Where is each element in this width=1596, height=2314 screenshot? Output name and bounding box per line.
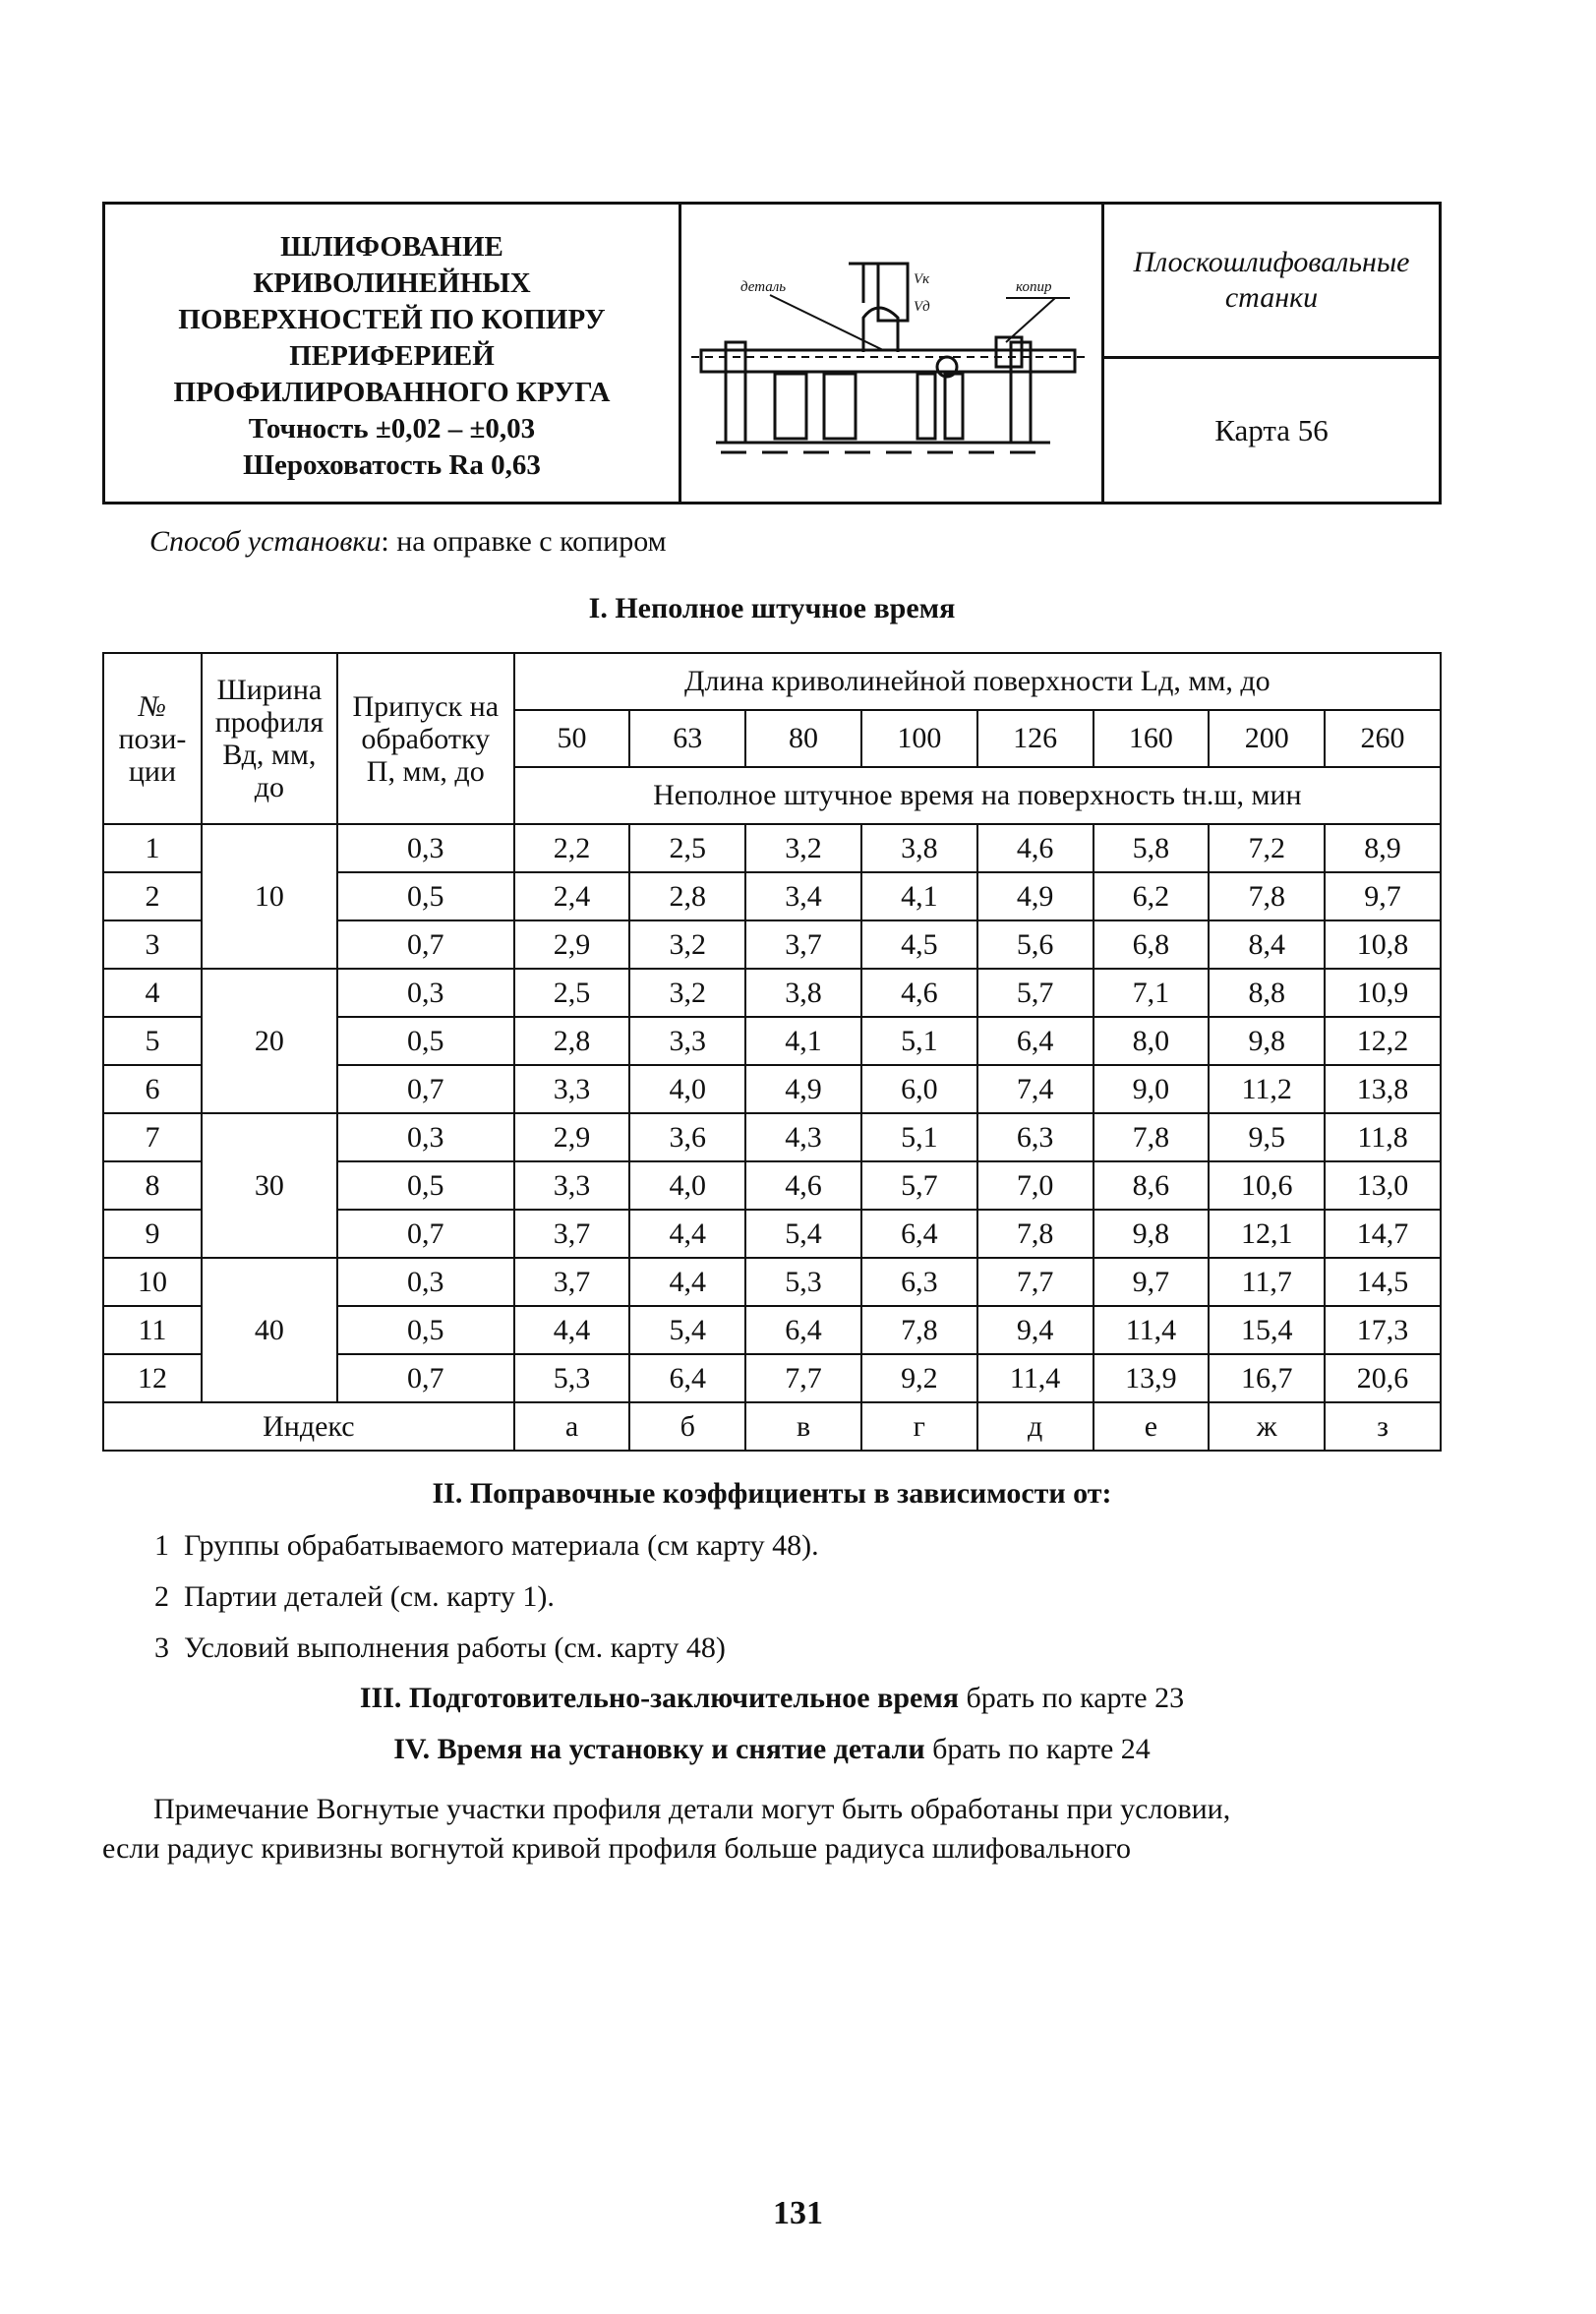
index-cell: б [629, 1402, 745, 1451]
time-cell: 16,7 [1209, 1354, 1325, 1402]
time-cell: 6,4 [977, 1017, 1094, 1065]
machine-line: Плоскошлифовальные [1133, 246, 1410, 278]
width-cell: 20 [202, 969, 337, 1113]
time-cell: 5,8 [1094, 824, 1210, 872]
time-cell: 7,8 [1209, 872, 1325, 920]
time-cell: 5,6 [977, 920, 1094, 969]
time-cell: 4,1 [745, 1017, 861, 1065]
time-cell: 6,0 [861, 1065, 977, 1113]
position-cell: 5 [103, 1017, 202, 1065]
table-row [103, 1113, 1441, 1161]
time-cell: 8,9 [1325, 824, 1441, 872]
col-header-width: Ширина профиля Вд, мм, до [202, 653, 337, 824]
time-cell: 5,7 [977, 969, 1094, 1017]
time-cell: 2,4 [514, 872, 630, 920]
length-cell: 160 [1094, 710, 1210, 767]
time-cell: 9,4 [977, 1306, 1094, 1354]
index-cell: в [745, 1402, 861, 1451]
index-cell: ж [1209, 1402, 1325, 1451]
allowance-cell: 0,3 [337, 969, 514, 1017]
time-cell: 3,3 [629, 1017, 745, 1065]
section3: III. Подготовительно-заключительное время брать по карте 23 [359, 1682, 1185, 1714]
time-cell: 11,8 [1325, 1113, 1441, 1161]
time-cell: 2,2 [514, 824, 630, 872]
time-cell: 9,8 [1209, 1017, 1325, 1065]
figure-label-part: деталь [740, 279, 787, 295]
time-cell: 8,0 [1094, 1017, 1210, 1065]
length-cell: 200 [1209, 710, 1325, 767]
time-cell: 2,8 [514, 1017, 630, 1065]
allowance-cell: 0,7 [337, 1354, 514, 1402]
installation-method [149, 525, 667, 559]
time-cell: 7,8 [1094, 1113, 1210, 1161]
time-cell: 3,7 [514, 1210, 630, 1258]
time-cell: 2,9 [514, 920, 630, 969]
note-line: Примечание Вогнутые участки профиля детали могут быть обработаны при условии, [153, 1793, 1231, 1825]
card-number: Карта 56 [1214, 412, 1329, 447]
allowance-cell: 0,5 [337, 1306, 514, 1354]
position-cell: 10 [103, 1258, 202, 1306]
time-cell: 15,4 [1209, 1306, 1325, 1354]
time-cell: 11,4 [977, 1354, 1094, 1402]
time-cell: 4,6 [861, 969, 977, 1017]
time-cell: 3,2 [629, 920, 745, 969]
time-cell: 6,4 [861, 1210, 977, 1258]
time-cell: 4,9 [745, 1065, 861, 1113]
time-cell: 5,1 [861, 1113, 977, 1161]
figure-label-copier: копир [1016, 279, 1052, 295]
table-row [103, 969, 1441, 1017]
index-cell: з [1325, 1402, 1441, 1451]
width-cell: 10 [202, 824, 337, 969]
position-cell: 12 [103, 1354, 202, 1402]
time-cell: 4,6 [977, 824, 1094, 872]
time-cell: 11,4 [1094, 1306, 1210, 1354]
time-cell: 3,7 [745, 920, 861, 969]
index-cell: а [514, 1402, 630, 1451]
index-cell: г [861, 1402, 977, 1451]
index-label: Индекс [103, 1402, 514, 1451]
index-cell: е [1094, 1402, 1210, 1451]
time-cell: 14,5 [1325, 1258, 1441, 1306]
position-cell: 1 [103, 824, 202, 872]
time-cell: 5,4 [745, 1210, 861, 1258]
length-header: Длина криволинейной поверхности Lд, мм, до [514, 653, 1441, 710]
index-row [103, 1402, 1441, 1451]
allowance-cell: 0,7 [337, 1210, 514, 1258]
position-cell: 3 [103, 920, 202, 969]
time-cell: 3,3 [514, 1065, 630, 1113]
length-cell: 63 [629, 710, 745, 767]
time-cell: 6,8 [1094, 920, 1210, 969]
allowance-cell: 0,3 [337, 824, 514, 872]
time-cell: 3,6 [629, 1113, 745, 1161]
length-cell: 80 [745, 710, 861, 767]
figure-label-vk: Vк [914, 271, 930, 287]
time-cell: 4,0 [629, 1065, 745, 1113]
time-header: Неполное штучное время на поверхность tн.ш, мин [514, 767, 1441, 824]
roughness: Шероховатость Ra 0,63 [243, 448, 541, 481]
figure-label-vd: Vд [914, 299, 930, 315]
time-cell: 8,6 [1094, 1161, 1210, 1210]
method-label: Способ установки [149, 525, 382, 558]
position-cell: 8 [103, 1161, 202, 1210]
time-cell: 10,9 [1325, 969, 1441, 1017]
time-cell: 9,7 [1325, 872, 1441, 920]
time-cell: 4,6 [745, 1161, 861, 1210]
allowance-cell: 0,3 [337, 1113, 514, 1161]
coefficient-item: 1 Группы обрабатываемого материала (см карту 48). [154, 1529, 819, 1562]
time-cell: 2,5 [629, 824, 745, 872]
col-header-allowance: Припуск на обработку П, мм, до [337, 653, 514, 824]
time-cell: 5,7 [861, 1161, 977, 1210]
time-cell: 7,1 [1094, 969, 1210, 1017]
table-row [103, 1258, 1441, 1306]
table-row [103, 824, 1441, 872]
header-right [1104, 205, 1439, 502]
time-cell: 13,0 [1325, 1161, 1441, 1210]
col-header-position: № пози- ции [103, 653, 202, 824]
title-line: ПЕРИФЕРИЕЙ [289, 339, 495, 372]
time-cell: 2,5 [514, 969, 630, 1017]
length-cell: 126 [977, 710, 1094, 767]
time-cell: 3,7 [514, 1258, 630, 1306]
time-cell: 4,9 [977, 872, 1094, 920]
time-cell: 6,2 [1094, 872, 1210, 920]
position-cell: 7 [103, 1113, 202, 1161]
length-cell: 260 [1325, 710, 1441, 767]
allowance-cell: 0,7 [337, 920, 514, 969]
position-cell: 2 [103, 872, 202, 920]
allowance-cell: 0,5 [337, 1017, 514, 1065]
time-cell: 14,7 [1325, 1210, 1441, 1258]
title-line: ШЛИФОВАНИЕ [280, 230, 503, 263]
time-cell: 7,2 [1209, 824, 1325, 872]
section1-title: I. Неполное штучное время [588, 592, 956, 624]
time-cell: 11,2 [1209, 1065, 1325, 1113]
width-cell: 30 [202, 1113, 337, 1258]
time-cell: 9,8 [1094, 1210, 1210, 1258]
allowance-cell: 0,3 [337, 1258, 514, 1306]
time-cell: 2,9 [514, 1113, 630, 1161]
title-line: ПОВЕРХНОСТЕЙ ПО КОПИРУ [178, 303, 606, 335]
note-line: если радиус кривизны вогнутой кривой профиля больше радиуса шлифовального [102, 1832, 1132, 1865]
time-cell: 5,1 [861, 1017, 977, 1065]
section4-title: IV. Время на установку и снятие детали [393, 1733, 925, 1765]
title-line: ПРОФИЛИРОВАННОГО КРУГА [173, 376, 611, 408]
time-cell: 5,4 [629, 1306, 745, 1354]
time-cell: 8,4 [1209, 920, 1325, 969]
grinding-setup-diagram [681, 205, 1098, 502]
time-cell: 9,0 [1094, 1065, 1210, 1113]
time-cell: 10,6 [1209, 1161, 1325, 1210]
time-cell: 7,7 [977, 1258, 1094, 1306]
time-cell: 7,0 [977, 1161, 1094, 1210]
time-cell: 7,4 [977, 1065, 1094, 1113]
section4: IV. Время на установку и снятие детали брать по карте 24 [393, 1733, 1151, 1765]
time-cell: 6,3 [861, 1258, 977, 1306]
method-value: : на оправке с копиром [381, 525, 667, 558]
time-cell: 3,4 [745, 872, 861, 920]
allowance-cell: 0,7 [337, 1065, 514, 1113]
time-cell: 13,9 [1094, 1354, 1210, 1402]
accuracy: Точность ±0,02 – ±0,03 [248, 412, 536, 445]
time-cell: 3,8 [861, 824, 977, 872]
length-cell: 50 [514, 710, 630, 767]
time-cell: 9,5 [1209, 1113, 1325, 1161]
time-cell: 3,2 [629, 969, 745, 1017]
time-cell: 8,8 [1209, 969, 1325, 1017]
time-cell: 5,3 [745, 1258, 861, 1306]
time-cell: 3,3 [514, 1161, 630, 1210]
length-cell: 100 [861, 710, 977, 767]
time-cell: 5,3 [514, 1354, 630, 1402]
allowance-cell: 0,5 [337, 872, 514, 920]
time-cell: 10,8 [1325, 920, 1441, 969]
position-cell: 11 [103, 1306, 202, 1354]
time-cell: 4,5 [861, 920, 977, 969]
position-cell: 9 [103, 1210, 202, 1258]
section3-title: III. Подготовительно-заключительное время [359, 1682, 959, 1714]
time-cell: 4,0 [629, 1161, 745, 1210]
time-cell: 6,3 [977, 1113, 1094, 1161]
width-cell: 40 [202, 1258, 337, 1402]
time-cell: 4,4 [629, 1210, 745, 1258]
setup-figure [681, 205, 1104, 502]
index-cell: д [977, 1402, 1094, 1451]
position-cell: 4 [103, 969, 202, 1017]
note [102, 1790, 1459, 1869]
time-cell: 20,6 [1325, 1354, 1441, 1402]
time-table [102, 652, 1442, 1452]
allowance-cell: 0,5 [337, 1161, 514, 1210]
time-cell: 4,3 [745, 1113, 861, 1161]
time-cell: 12,1 [1209, 1210, 1325, 1258]
time-cell: 4,1 [861, 872, 977, 920]
time-cell: 6,4 [745, 1306, 861, 1354]
time-cell: 13,8 [1325, 1065, 1441, 1113]
section2-title: II. Поправочные коэффициенты в зависимости от: [432, 1477, 1112, 1510]
time-cell: 3,8 [745, 969, 861, 1017]
time-cell: 17,3 [1325, 1306, 1441, 1354]
page-number: 131 [773, 2195, 823, 2231]
time-cell: 3,2 [745, 824, 861, 872]
coefficient-item: 2 Партии деталей (см. карту 1). [154, 1580, 555, 1613]
time-cell: 7,8 [977, 1210, 1094, 1258]
time-cell: 4,4 [629, 1258, 745, 1306]
time-cell: 7,7 [745, 1354, 861, 1402]
time-cell: 2,8 [629, 872, 745, 920]
time-cell: 6,4 [629, 1354, 745, 1402]
card-title [105, 205, 681, 502]
machine-type [1104, 205, 1439, 359]
time-cell: 12,2 [1325, 1017, 1441, 1065]
time-cell: 9,2 [861, 1354, 977, 1402]
position-cell: 6 [103, 1065, 202, 1113]
time-cell: 9,7 [1094, 1258, 1210, 1306]
machine-line: станки [1224, 281, 1319, 314]
time-cell: 7,8 [861, 1306, 977, 1354]
coefficient-item: 3 Условий выполнения работы (см. карту 48) [154, 1632, 726, 1664]
title-line: КРИВОЛИНЕЙНЫХ [253, 267, 531, 299]
time-cell: 4,4 [514, 1306, 630, 1354]
time-cell: 11,7 [1209, 1258, 1325, 1306]
header-box [102, 202, 1442, 504]
